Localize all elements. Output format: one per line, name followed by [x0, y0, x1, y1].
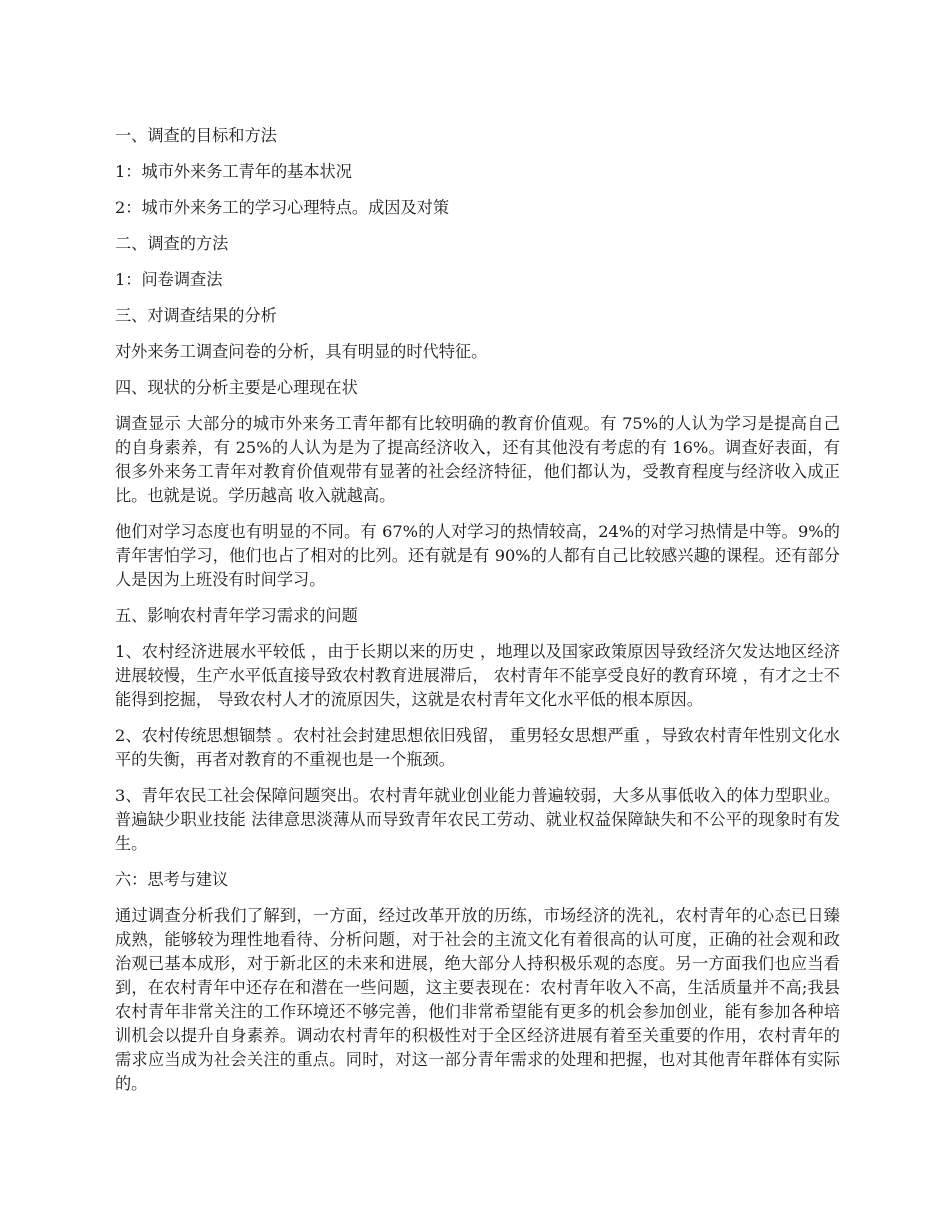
list-item-3: 1：问卷调查法 — [115, 270, 223, 289]
section-heading-6: 六：思考与建议 — [115, 870, 229, 889]
section-heading-3: 三、对调查结果的分析 — [115, 306, 277, 325]
section-heading-5: 五、影响农村青年学习需求的问题 — [115, 606, 358, 625]
list-item-2: 2：城市外来务工的学习心理特点。成因及对策 — [115, 198, 450, 217]
document-page — [115, 124, 840, 1108]
paragraph-conclusion: 通过调查分析我们了解到，一方面，经过改革开放的历练，市场经济的洗礼，农村青年的心态已日臻成熟，能够较为理性地看待、分析问题，对于社会的主流文化有着很高的认可度，正确的社会观和政治观已基本成形，对于新北区的未来和进展，绝大部分人持积极乐观的态度。另一方面我们也应当看到，在农村青年中还存在和潜在一些问题，这主要表现在：农村青年收入不高，生活质量并不高;我县农村青年非常关注的工作环境还不够完善，他们非常希望能有更多的机会参加创业，能有参加各种培训机会以提升自身素养。调动农村青年的积极性对于全区经济进展有着至关重要的作用，农村青年的需求应当成为社会关注的重点。同时，对这一部分青年需求的处理和把握，也对其他青年群体有实际的。 — [115, 906, 840, 1093]
paragraph-issue-2: 2、农村传统思想锢禁 。农村社会封建思想依旧残留， 重男轻女思想严重 ，导致农村青年性别文化水平的失衡，再者对教育的不重视也是一个瓶颈。 — [115, 726, 840, 769]
section-heading-2: 二、调查的方法 — [115, 234, 229, 253]
list-item-1: 1：城市外来务工青年的基本状况 — [115, 162, 352, 181]
paragraph-analysis-intro: 对外来务工调查问卷的分析，具有明显的时代特征。 — [115, 342, 488, 361]
paragraph-survey-results: 调查显示 大部分的城市外来务工青年都有比较明确的教育价值观。有 75%的人认为学习是提高自己的自身素养，有 25%的人认为是为了提高经济收入，还有其他没有考虑的有 16%。调查好表面，有很多外来务工青年对教育价值观带有显著的社会经济特征，他们都认为，受教育程度与经济收入成正比。也就是说。学历越高 收入就越高。 — [115, 414, 840, 505]
section-heading-4: 四、现状的分析主要是心理现在状 — [115, 378, 358, 397]
section-heading-1: 一、调查的目标和方法 — [115, 126, 277, 145]
paragraph-issue-3: 3、青年农民工社会保障问题突出。农村青年就业创业能力普遍较弱，大多从事低收入的体力型职业。普遍缺少职业技能 法律意思淡薄从而导致青年农民工劳动、就业权益保障缺失和不公平的现象时有发生。 — [115, 786, 840, 853]
paragraph-issue-1: 1、农村经济进展水平较低 ，由于长期以来的历史 ，地理以及国家政策原因导致经济欠发达地区经济进展较慢，生产水平低直接导致农村教育进展滞后， 农村青年不能享受良好的教育环境 ，有才之士不能得到挖掘， 导致农村人才的流原因失，这就是农村青年文化水平低的根本原因。 — [115, 642, 840, 709]
paragraph-learning-attitude: 他们对学习态度也有明显的不同。有 67%的人对学习的热情较高，24%的对学习热情是中等。9%的青年害怕学习，他们也占了相对的比列。还有就是有 90%的人都有自己比较感兴趣的课程。还有部分人是因为上班没有时间学习。 — [115, 522, 840, 589]
